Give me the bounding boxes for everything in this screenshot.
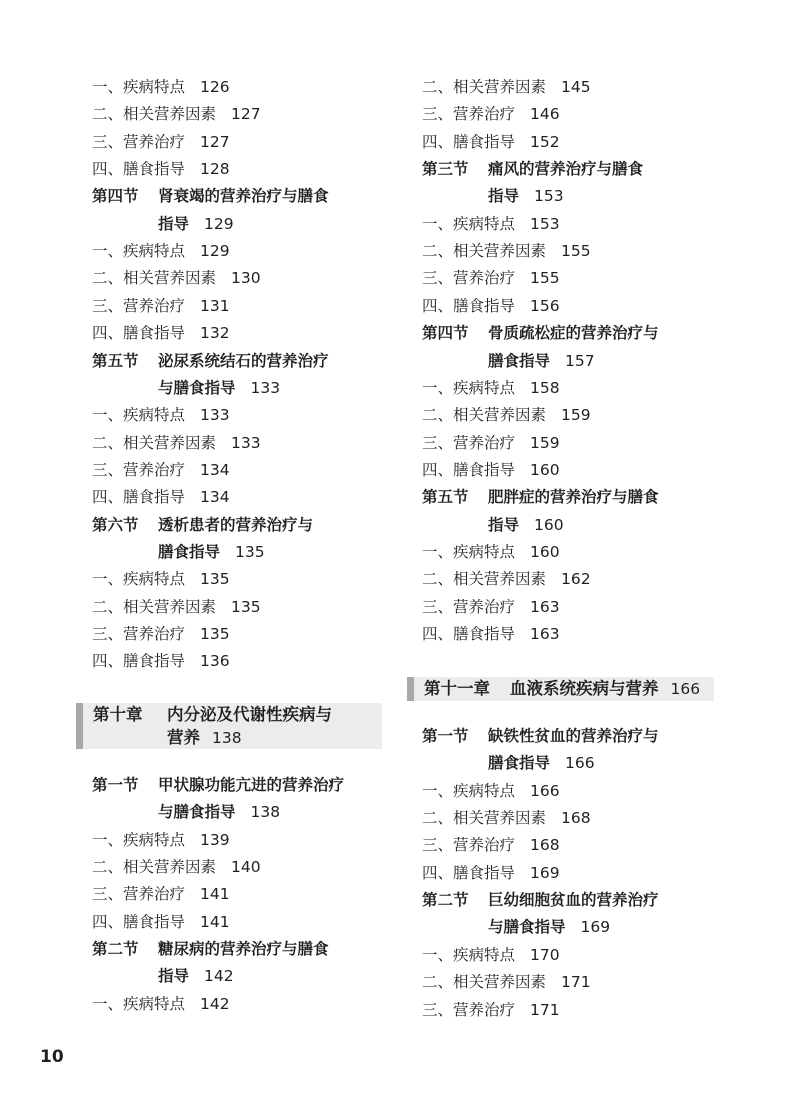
entry-page-number: 132 bbox=[200, 324, 230, 343]
toc-section-heading-continued[interactable] bbox=[92, 378, 280, 398]
entry-page-number: 142 bbox=[204, 967, 234, 986]
toc-entry[interactable] bbox=[92, 132, 230, 152]
toc-entry[interactable] bbox=[92, 884, 230, 904]
entry-title: 一、疾病特点 bbox=[422, 378, 516, 397]
toc-entry[interactable] bbox=[422, 268, 560, 288]
entry-title: 一、疾病特点 bbox=[422, 214, 516, 233]
section-number: 第一节 bbox=[422, 727, 469, 745]
entry-title: 三、营养治疗 bbox=[92, 132, 186, 151]
entry-title: 痛风的营养治疗与膳食 bbox=[488, 160, 644, 179]
section-number: 第五节 bbox=[92, 351, 139, 370]
entry-title: 一、疾病特点 bbox=[92, 994, 186, 1013]
toc-entry[interactable] bbox=[422, 214, 560, 234]
toc-section-heading[interactable] bbox=[92, 939, 329, 959]
entry-page-number: 168 bbox=[530, 836, 560, 855]
entry-page-number: 171 bbox=[530, 1000, 560, 1019]
toc-entry[interactable] bbox=[92, 159, 230, 179]
toc-entry[interactable] bbox=[422, 835, 560, 855]
section-number: 第六节 bbox=[92, 515, 139, 534]
entry-title: 一、疾病特点 bbox=[422, 781, 516, 800]
toc-entry[interactable] bbox=[422, 405, 591, 425]
toc-section-heading-continued[interactable] bbox=[92, 802, 280, 822]
chapter-number: 第十章 bbox=[93, 705, 143, 724]
entry-title: 二、相关营养因素 bbox=[92, 858, 217, 877]
chapter-heading-11[interactable] bbox=[407, 677, 714, 701]
toc-entry[interactable] bbox=[92, 433, 261, 453]
toc-entry[interactable] bbox=[422, 781, 560, 801]
toc-entry[interactable] bbox=[92, 624, 230, 644]
toc-section-heading[interactable] bbox=[92, 775, 344, 795]
entry-page-number: 155 bbox=[561, 242, 591, 261]
entry-page-number: 133 bbox=[250, 378, 281, 397]
entry-title: 四、膳食指导 bbox=[92, 160, 186, 179]
entry-title: 糖尿病的营养治疗与膳食 bbox=[158, 940, 329, 959]
entry-title: 三、营养治疗 bbox=[422, 1000, 516, 1019]
entry-title: 一、疾病特点 bbox=[92, 570, 186, 589]
toc-entry[interactable] bbox=[422, 77, 591, 97]
entry-page-number: 130 bbox=[231, 269, 261, 288]
entry-page-number: 127 bbox=[200, 132, 230, 151]
entry-title: 一、疾病特点 bbox=[92, 78, 186, 96]
entry-title: 二、相关营养因素 bbox=[422, 973, 547, 992]
entry-page-number: 129 bbox=[204, 214, 234, 233]
entry-title: 二、相关营养因素 bbox=[422, 809, 547, 828]
entry-page-number: 162 bbox=[561, 570, 591, 589]
toc-section-heading[interactable] bbox=[92, 515, 313, 535]
entry-title: 二、相关营养因素 bbox=[422, 570, 547, 589]
entry-page-number: 159 bbox=[530, 433, 560, 452]
toc-entry[interactable] bbox=[92, 857, 261, 877]
toc-entry[interactable] bbox=[92, 296, 230, 316]
entry-page-number: 160 bbox=[530, 460, 560, 479]
toc-entry[interactable] bbox=[92, 830, 230, 850]
entry-title: 泌尿系统结石的营养治疗 bbox=[158, 351, 329, 370]
toc-entry[interactable] bbox=[92, 77, 230, 97]
toc-entry[interactable] bbox=[92, 460, 230, 480]
entry-page-number: 152 bbox=[530, 132, 560, 151]
entry-page-number: 168 bbox=[561, 809, 591, 828]
entry-title: 三、营养治疗 bbox=[92, 460, 186, 479]
entry-page-number: 140 bbox=[231, 858, 261, 877]
toc-section-heading[interactable] bbox=[422, 323, 659, 343]
toc-entry[interactable] bbox=[422, 624, 560, 644]
section-number: 第二节 bbox=[92, 940, 139, 959]
entry-title: 二、相关营养因素 bbox=[92, 597, 217, 616]
toc-section-heading-continued[interactable] bbox=[422, 753, 595, 773]
entry-title: 四、膳食指导 bbox=[422, 625, 516, 643]
entry-page-number: 138 bbox=[250, 803, 281, 822]
entry-page-number: 134 bbox=[200, 488, 230, 507]
entry-title: 肾衰竭的营养治疗与膳食 bbox=[158, 187, 329, 206]
toc-section-heading[interactable] bbox=[92, 186, 329, 206]
toc-entry[interactable] bbox=[92, 597, 261, 617]
toc-section-heading-continued[interactable] bbox=[422, 186, 564, 206]
entry-page-number: 160 bbox=[534, 515, 564, 534]
toc-entry[interactable] bbox=[422, 132, 560, 152]
entry-page-number: 171 bbox=[561, 973, 591, 992]
entry-page-number: 155 bbox=[530, 269, 560, 288]
entry-page-number: 141 bbox=[200, 912, 230, 931]
entry-title: 二、相关营养因素 bbox=[422, 406, 547, 425]
entry-page-number: 135 bbox=[200, 625, 230, 643]
entry-page-number: 157 bbox=[565, 351, 595, 370]
toc-entry[interactable] bbox=[422, 241, 591, 261]
entry-page-number: 158 bbox=[530, 378, 560, 397]
section-number: 第三节 bbox=[422, 160, 469, 179]
toc-section-heading-continued[interactable] bbox=[422, 351, 595, 371]
entry-page-number: 166 bbox=[565, 754, 595, 773]
toc-entry[interactable] bbox=[422, 433, 560, 453]
entry-title: 四、膳食指导 bbox=[92, 324, 186, 343]
toc-section-heading[interactable] bbox=[422, 726, 659, 746]
entry-page-number: 166 bbox=[530, 781, 560, 800]
chapter-page: 138 bbox=[212, 729, 242, 747]
entry-page-number: 135 bbox=[235, 542, 265, 561]
section-number: 第四节 bbox=[422, 324, 469, 343]
toc-entry[interactable] bbox=[422, 863, 560, 883]
entry-title: 四、膳食指导 bbox=[92, 652, 186, 671]
entry-title: 三、营养治疗 bbox=[422, 597, 516, 616]
entry-title: 四、膳食指导 bbox=[92, 488, 186, 507]
entry-title: 缺铁性贫血的营养治疗与 bbox=[488, 727, 659, 745]
page-number: 10 bbox=[40, 1047, 64, 1067]
toc-entry[interactable] bbox=[92, 994, 230, 1014]
chapter-number: 第十一章 bbox=[424, 679, 490, 698]
toc-section-heading[interactable] bbox=[92, 351, 329, 371]
toc-entry[interactable] bbox=[422, 542, 560, 562]
section-number: 第二节 bbox=[422, 891, 469, 910]
toc-entry[interactable] bbox=[92, 651, 230, 671]
entry-title: 二、相关营养因素 bbox=[422, 242, 547, 261]
toc-section-heading[interactable] bbox=[422, 159, 643, 179]
toc-section-heading-continued[interactable] bbox=[92, 214, 234, 234]
toc-entry[interactable] bbox=[92, 104, 261, 124]
toc-entry[interactable] bbox=[422, 296, 560, 316]
entry-page-number: 129 bbox=[200, 242, 230, 261]
entry-page-number: 139 bbox=[200, 830, 230, 849]
entry-title: 指导 bbox=[488, 515, 520, 534]
entry-title: 三、营养治疗 bbox=[422, 433, 516, 452]
toc-entry[interactable] bbox=[92, 405, 230, 425]
entry-title: 膳食指导 bbox=[158, 542, 221, 561]
entry-title: 一、疾病特点 bbox=[422, 542, 516, 561]
entry-title: 三、营养治疗 bbox=[92, 885, 186, 904]
entry-page-number: 127 bbox=[231, 105, 261, 124]
entry-page-number: 135 bbox=[200, 570, 230, 589]
entry-title: 一、疾病特点 bbox=[92, 242, 186, 261]
entry-title: 一、疾病特点 bbox=[92, 830, 186, 849]
entry-page-number: 163 bbox=[530, 625, 560, 643]
section-number: 第五节 bbox=[422, 488, 469, 507]
toc-entry[interactable] bbox=[92, 487, 230, 507]
toc-entry[interactable] bbox=[92, 268, 261, 288]
entry-title: 三、营养治疗 bbox=[92, 296, 186, 315]
toc-entry[interactable] bbox=[92, 569, 230, 589]
entry-title: 膳食指导 bbox=[488, 754, 551, 773]
entry-page-number: 156 bbox=[530, 296, 560, 315]
entry-page-number: 145 bbox=[561, 78, 591, 96]
entry-title: 一、疾病特点 bbox=[422, 945, 516, 964]
chapter-title: 血液系统疾病与营养 bbox=[510, 679, 659, 698]
entry-page-number: 170 bbox=[530, 945, 560, 964]
entry-title: 二、相关营养因素 bbox=[92, 269, 217, 288]
entry-page-number: 126 bbox=[200, 78, 230, 96]
entry-page-number: 169 bbox=[580, 918, 611, 937]
entry-page-number: 142 bbox=[200, 994, 230, 1013]
entry-title: 与膳食指导 bbox=[158, 803, 236, 822]
toc-entry[interactable] bbox=[422, 808, 591, 828]
entry-title: 透析患者的营养治疗与 bbox=[158, 515, 314, 534]
entry-title: 肥胖症的营养治疗与膳食 bbox=[488, 488, 659, 507]
toc-entry[interactable] bbox=[422, 945, 560, 965]
entry-page-number: 136 bbox=[200, 652, 230, 671]
entry-title: 二、相关营养因素 bbox=[422, 78, 547, 96]
toc-entry[interactable] bbox=[92, 912, 230, 932]
entry-title: 四、膳食指导 bbox=[422, 460, 516, 479]
entry-title: 与膳食指导 bbox=[488, 918, 566, 937]
entry-page-number: 153 bbox=[534, 187, 564, 206]
section-number: 第四节 bbox=[92, 187, 139, 206]
entry-title: 巨幼细胞贫血的营养治疗 bbox=[488, 891, 659, 910]
entry-page-number: 146 bbox=[530, 105, 560, 124]
toc-section-heading-continued[interactable] bbox=[92, 542, 265, 562]
entry-title: 四、膳食指导 bbox=[92, 912, 186, 931]
chapter-title-line2: 营养 bbox=[167, 728, 200, 747]
entry-page-number: 163 bbox=[530, 597, 560, 616]
entry-title: 指导 bbox=[158, 214, 190, 233]
entry-page-number: 133 bbox=[200, 406, 230, 425]
section-number: 第一节 bbox=[92, 776, 139, 794]
entry-page-number: 134 bbox=[200, 460, 230, 479]
entry-title: 二、相关营养因素 bbox=[92, 105, 217, 124]
toc-entry[interactable] bbox=[422, 597, 560, 617]
entry-page-number: 128 bbox=[200, 160, 230, 179]
entry-title: 一、疾病特点 bbox=[92, 406, 186, 425]
entry-page-number: 135 bbox=[231, 597, 261, 616]
entry-title: 四、膳食指导 bbox=[422, 863, 516, 882]
toc-entry[interactable] bbox=[422, 569, 591, 589]
chapter-page: 166 bbox=[670, 680, 701, 698]
entry-page-number: 160 bbox=[530, 542, 560, 561]
toc-section-heading-continued[interactable] bbox=[422, 515, 564, 535]
chapter-heading-10[interactable] bbox=[76, 703, 382, 749]
toc-entry[interactable] bbox=[92, 241, 230, 261]
entry-page-number: 159 bbox=[561, 406, 591, 425]
entry-page-number: 153 bbox=[530, 214, 560, 233]
entry-title: 骨质疏松症的营养治疗与 bbox=[488, 324, 659, 343]
entry-title: 二、相关营养因素 bbox=[92, 433, 217, 452]
entry-page-number: 141 bbox=[200, 885, 230, 904]
entry-page-number: 169 bbox=[530, 863, 560, 882]
chapter-title-line1: 内分泌及代谢性疾病与 bbox=[167, 705, 332, 724]
entry-title: 指导 bbox=[488, 187, 520, 206]
toc-entry[interactable] bbox=[422, 1000, 560, 1020]
toc-entry[interactable] bbox=[422, 104, 560, 124]
toc-section-heading[interactable] bbox=[422, 487, 659, 507]
entry-title: 三、营养治疗 bbox=[92, 625, 186, 643]
entry-title: 膳食指导 bbox=[488, 351, 551, 370]
entry-title: 三、营养治疗 bbox=[422, 836, 516, 855]
toc-section-heading-continued[interactable] bbox=[422, 917, 610, 937]
entry-page-number: 131 bbox=[200, 296, 230, 315]
entry-title: 指导 bbox=[158, 967, 190, 986]
toc-entry[interactable] bbox=[92, 323, 230, 343]
toc-entry[interactable] bbox=[422, 460, 560, 480]
entry-title: 与膳食指导 bbox=[158, 378, 236, 397]
entry-title: 三、营养治疗 bbox=[422, 105, 516, 124]
entry-title: 三、营养治疗 bbox=[422, 269, 516, 288]
entry-page-number: 133 bbox=[231, 433, 261, 452]
toc-entry[interactable] bbox=[422, 972, 591, 992]
entry-title: 四、膳食指导 bbox=[422, 296, 516, 315]
entry-title: 四、膳食指导 bbox=[422, 132, 516, 151]
entry-title: 甲状腺功能亢进的营养治疗 bbox=[158, 776, 345, 794]
toc-section-heading[interactable] bbox=[422, 890, 659, 910]
toc-section-heading-continued[interactable] bbox=[92, 966, 234, 986]
toc-entry[interactable] bbox=[422, 378, 560, 398]
